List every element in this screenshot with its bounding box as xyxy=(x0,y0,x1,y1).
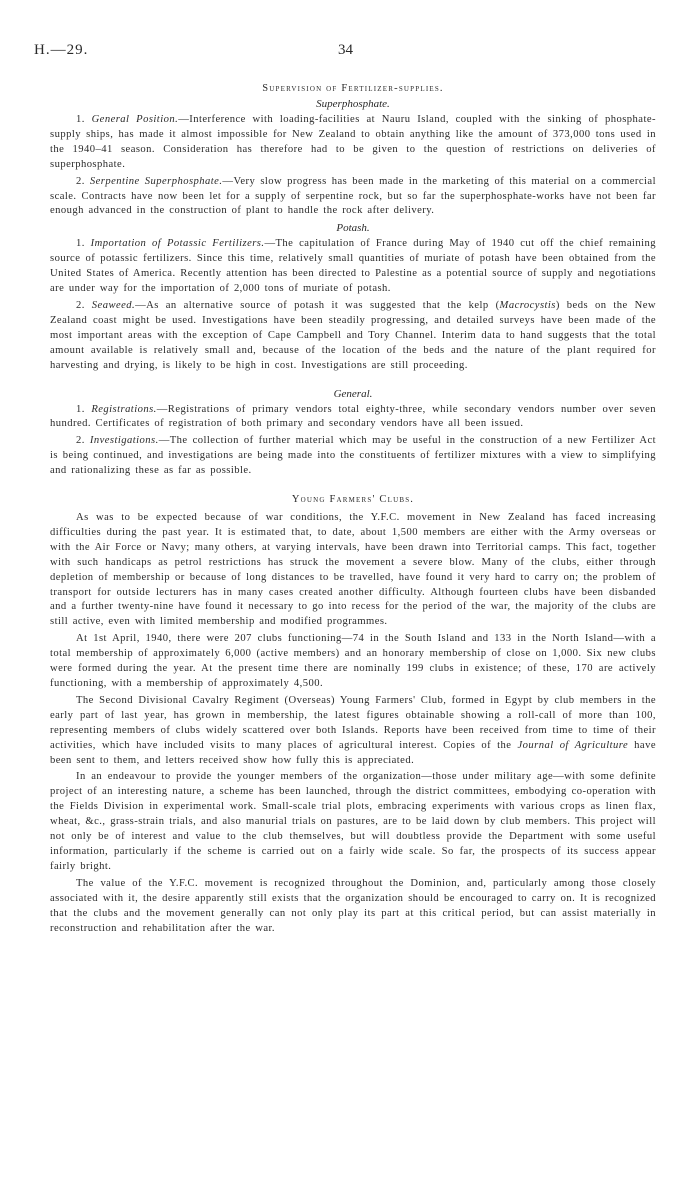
species-name: Macrocystis xyxy=(499,299,556,311)
paragraph-number: 1. xyxy=(76,114,92,125)
page-body xyxy=(50,82,656,938)
paragraph-text: —The collection of further material which may be useful in the construction of a new Fertilizer Act is being continued, and investigations are being made into the constituents of fertilizer mixtures with a view to simplifying and rationalizing these as far as possible. xyxy=(50,435,656,477)
paragraph-yfc-difficulties: As was to be expected because of war conditions, the Y.F.C. movement in New Zealand has faced increasing difficulties during the past year. It is estimated that, to date, about 1,500 members are either with the Army overseas or with the Air Force or Navy; many others, at varying intervals, have been drawn into Territorial camps. This fact, together with such handicaps as petrol restrictions has struck the movement a severe blow. Many of the clubs, either through depletion of membership or because of long distances to be travelled, have found it very hard to carry on; the problem of transport for outside lecturers has in many cases created another difficulty. Although fourteen clubs have been disbanded and a further twenty-nine have found it necessary to go into recess for the period of the war, the majority of the clubs are still active, even with limited membership and modified programmes. xyxy=(50,512,656,628)
paragraph-investigations xyxy=(50,434,656,479)
paragraph-title: Importation of Potassic Fertilizers. xyxy=(90,238,265,250)
paragraph-number: 1. xyxy=(76,403,92,415)
paragraph-serpentine xyxy=(50,175,656,220)
journal-title: Journal of Agriculture xyxy=(517,739,629,751)
paragraph-text: —Registrations of primary vendors total eighty-three, while secondary vendors number over seven hundred. Certificates of registration of both primary and secondary vendors have all been issued. xyxy=(50,403,656,430)
paragraph-title: Seaweed. xyxy=(91,299,136,311)
paragraph-number: 2. xyxy=(76,175,90,187)
paragraph-registrations xyxy=(50,403,656,433)
page-number: 34 xyxy=(338,42,353,58)
document-reference: H.—29. xyxy=(34,42,89,58)
paragraph-number: 2. xyxy=(76,299,92,311)
paragraph-text: —The capitulation of France during May of 1940 cut off the chief remaining source of potassic fertilizers. Since this time, relatively small quantities of muriate of potash have been obtained from the United States of America. Recently attention has been directed to Palestine as a potential source of supply and negotiations are under way for the importation of 2,000 tons of muriate of potash. xyxy=(50,238,656,295)
subheading-general: General. xyxy=(333,387,373,400)
paragraph-number: 1. xyxy=(76,238,91,250)
paragraph-text: —Interference with loading-facilities at Nauru Island, coupled with the sinking of phosphate-supply ships, has made it almost impossible for New Zealand to obtain anything like the amount of 373,000 tons used in the 1940–41 season. Consideration has therefore had to be given to the question of restrictions on deliveries of superphosphate. xyxy=(50,114,656,170)
paragraph-seaweed xyxy=(50,299,656,374)
paragraph-general-position xyxy=(50,113,656,173)
paragraph-text: —Very slow progress has been made in the marketing of this material on a commercial scale. Contracts have now been let for a supply of serpentine rock, but so far the superphosphate-works have not been far enough advanced in the construction of plant to handle the rock after delivery. xyxy=(50,175,656,217)
paragraph-yfc-overseas-club xyxy=(50,694,656,769)
paragraph-title: Registrations. xyxy=(91,403,157,415)
paragraph-title: Serpentine Superphosphate. xyxy=(89,175,223,187)
paragraph-title: General Position. xyxy=(91,114,179,125)
subheading-potash: Potash. xyxy=(336,222,370,235)
paragraph-yfc-project: In an endeavour to provide the younger members of the organization—those under military age—with some definite project of an interesting nature, a scheme has been launched, through the district committees, embodying co-operation with the Fields Division in experimental work. Small-scale trial plots, embracing experiments with various crops as linen flax, wheat, &c., grass-strain trials, and also manurial trials on pastures, are to be laid down by club members. This project will not only be of interest and value to the club themselves, but will doubtless provide the Department with some useful information, particularly if the scheme is carried out on a fairly wide scale. So far, the prospects of its success appear fairly bright. xyxy=(50,771,656,872)
section-title-fertilizer: Supervision of Fertilizer-supplies. xyxy=(262,83,444,94)
paragraph-yfc-statistics: At 1st April, 1940, there were 207 clubs functioning—74 in the South Island and 133 in the North Island—with a total membership of approximately 6,000 (active members) and an honorary membership of close on 1,000. Six new clubs were formed during the year. At the present time there are nominally 199 clubs in existence; of these, 170 are actively functioning, with a membership of approximately 4,500. xyxy=(50,633,656,689)
paragraph-yfc-value: The value of the Y.F.C. movement is recognized throughout the Dominion, and, particularly among those closely associated with it, the desire apparently still exists that the organization should be encouraged to carry on. It is recognized that the clubs and the movement generally can not only play its part at this critical period, but can assist materially in reconstruction and rehabilitation after the war. xyxy=(50,877,656,934)
subheading-superphosphate: Superphosphate. xyxy=(316,98,390,110)
paragraph-text: The Second Divisional Cavalry Regiment (Overseas) Young Farmers' Club, formed in Egypt by club members in the early part of last year, has grown in membership, the latest figures obtainable showing a roll-call of more than 100, representing members of clubs widely scattered over both Islands. Reports have been received from time to time of their activities, which have included visits to many places of agricultural interest. Copies of the xyxy=(50,694,656,751)
section-title-young-farmers: Young Farmers' Clubs. xyxy=(291,494,415,506)
paragraph-text: —As an alternative source of potash it was suggested that the kelp ( xyxy=(135,299,500,311)
paragraph-title: Investigations. xyxy=(89,435,159,447)
paragraph-text: have been sent to them, and letters received show how fully this is appreciated. xyxy=(50,739,656,766)
paragraph-importation xyxy=(50,237,656,297)
paragraph-number: 2. xyxy=(76,435,90,447)
paragraph-text: ) beds on the New Zealand coast might be used. Investigations have been steadily progressing, and detailed surveys have been made of the most important areas with the exception of Cape Campbell and Tory Channel. Interim data to hand suggests that the total amount available is relatively small and, because of the location of the beds and the nature of the plant required for harvesting and drying, is likely to be high in cost. Investigations are still proceeding. xyxy=(50,299,656,371)
